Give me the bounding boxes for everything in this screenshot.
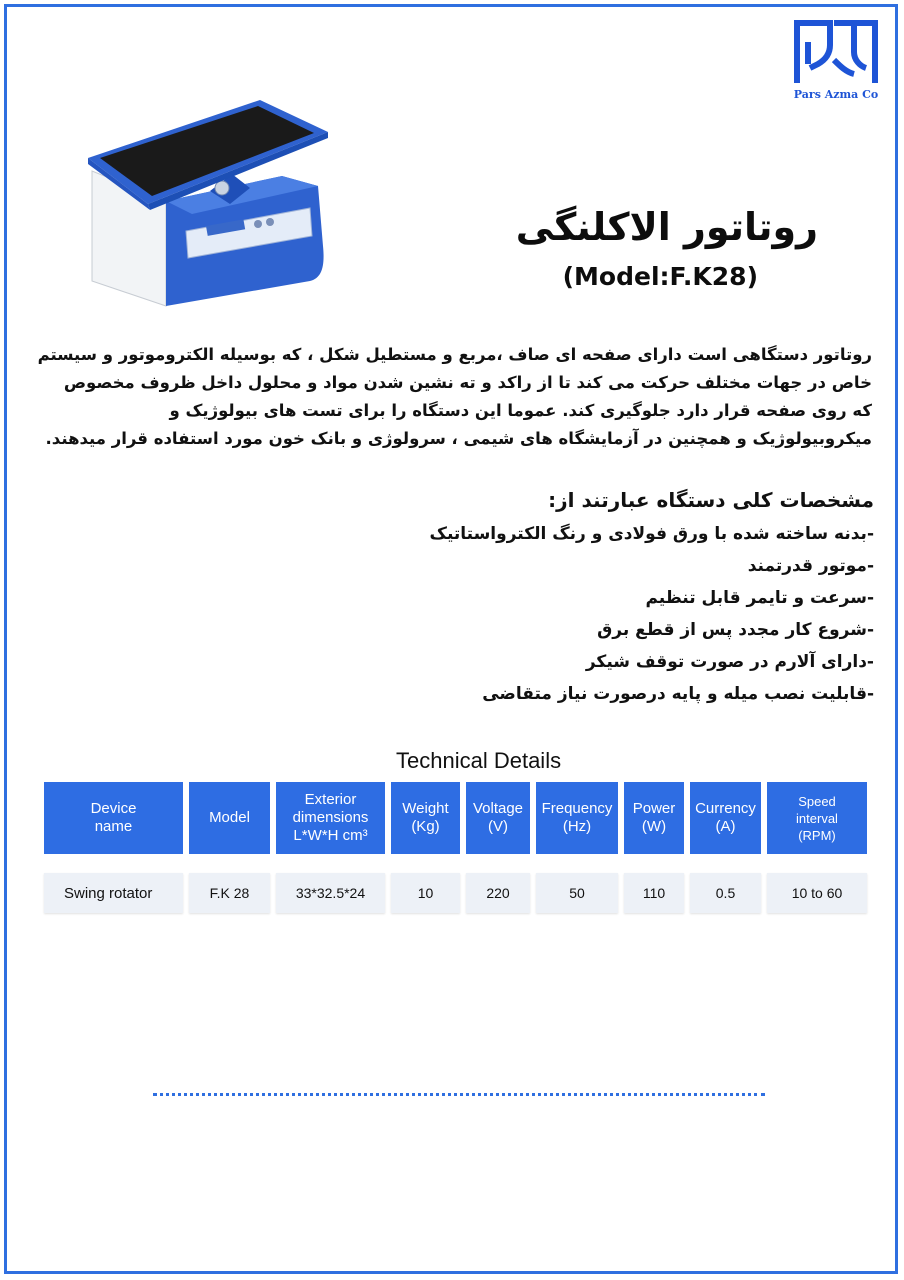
cell-voltage: 220 (466, 873, 530, 913)
technical-details-title: Technical Details (396, 748, 562, 773)
header-dimensions: Exterior dimensions L*W*H cm³ (276, 782, 385, 854)
cell-power: 110 (624, 873, 684, 913)
features-list (430, 518, 874, 710)
logo-mark-icon (794, 20, 878, 86)
description-line: روتاتور دستگاهی است دارای صفحه ای صاف ،مربع و مستطیل شکل ، که بوسیله الکتروموتور و سیستم (37, 345, 872, 364)
product-model: (Model:F.K28) (562, 262, 758, 291)
header-weight: Weight (Kg) (391, 782, 460, 854)
feature-item: -موتور قدرتمند (747, 556, 874, 576)
company-logo (786, 20, 886, 106)
header-frequency: Frequency (Hz) (536, 782, 618, 854)
header-speed-interval: Speed interval (RPM) (767, 782, 867, 854)
cell-device-name: Swing rotator (44, 873, 183, 913)
features-heading: مشخصات کلی دستگاه عبارتند از: (548, 488, 874, 512)
description-line: خاص در جهات مختلف حرکت می کند تا از راکد و ته نشین شدن مواد و محلول داخل ظروف مخصوص (63, 373, 872, 392)
feature-item: -شروع کار مجدد پس از قطع برق (597, 620, 874, 640)
feature-item: -بدنه ساخته شده با ورق فولادی و رنگ الکترواستاتیک (429, 524, 874, 544)
cell-dimensions: 33*32.5*24 (276, 873, 385, 913)
description-line: میکروبیولوژیک و همچنین در آزمایشگاه های شیمی ، سرولوژی و بانک خون مورد استفاده قرار میدهند. (45, 429, 872, 448)
feature-item: -دارای آلارم در صورت توقف شیکر (585, 652, 874, 672)
header-voltage: Voltage (V) (466, 782, 530, 854)
header-device-name: Device name (44, 782, 183, 854)
description-line: که روی صفحه قرار دارد جلوگیری کند. عموما این دستگاه را برای تست های بیولوژیک و (169, 401, 872, 420)
cell-speed-interval: 10 to 60 (767, 873, 867, 913)
cell-model: F.K 28 (189, 873, 270, 913)
company-name: Pars Azma Co (793, 88, 879, 101)
product-title: روتاتور الاکلنگی (515, 205, 818, 249)
dotted-divider (153, 1093, 765, 1096)
header-currency: Currency (A) (690, 782, 761, 854)
cell-frequency: 50 (536, 873, 618, 913)
cell-currency: 0.5 (690, 873, 761, 913)
header-power: Power (W) (624, 782, 684, 854)
feature-item: -قابلیت نصب میله و پایه درصورت نیاز متقاضی (482, 684, 874, 704)
cell-weight: 10 (391, 873, 460, 913)
product-description (38, 341, 872, 453)
feature-item: -سرعت و تایمر قابل تنظیم (645, 588, 874, 608)
header-model: Model (189, 782, 270, 854)
product-image (82, 96, 342, 308)
